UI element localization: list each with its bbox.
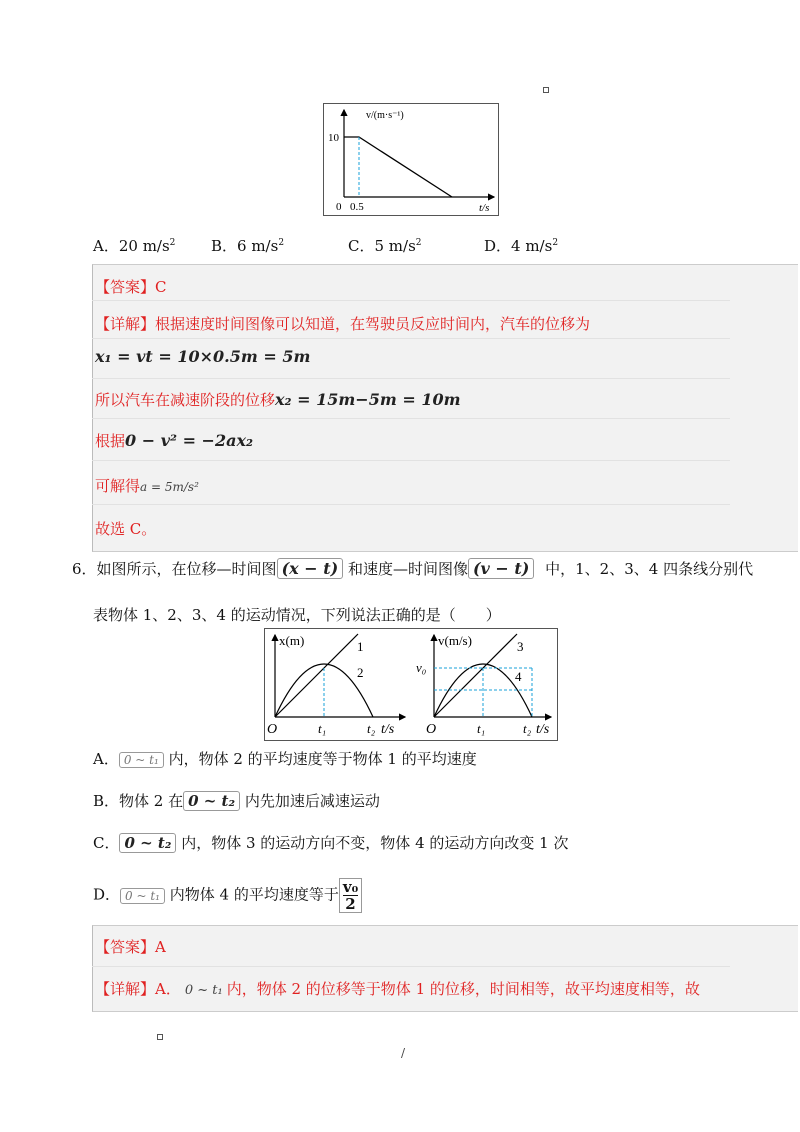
q5-line3 (95, 430, 253, 451)
figure-vt-graph (323, 103, 499, 216)
fraction-numerator: v₀ (342, 878, 359, 896)
right-t1: t₁ (477, 721, 486, 736)
q6-math-xt: (x − t) (277, 558, 344, 579)
q5-option-b: B．6 $m/s^2$ (211, 237, 285, 255)
left-line1-label: 1 (357, 639, 364, 654)
q5-line2 (95, 389, 461, 410)
q6-option-d-text: 内物体 4 的平均速度等于 (169, 885, 339, 904)
q5-detail: 【详解】根据速度时间图像可以知道，在驾驶员反应时间内，汽车的位移为 (95, 315, 591, 333)
q6-option-a-math: 0 ~ t₁ (119, 752, 164, 768)
q5-eq2: x₂ = 15m−5m = 10m (275, 390, 461, 409)
q5-line3-text: 根据 (95, 432, 126, 450)
divider (92, 300, 730, 301)
q6-option-c-math: 0 ~ t₂ (119, 833, 176, 853)
right-xlabel: t/s (536, 722, 550, 737)
divider (92, 504, 730, 505)
left-t2: t₂ (367, 721, 376, 736)
q6-option-b-text: 内先加速后减速运动 (244, 792, 380, 810)
left-line2-label: 2 (357, 665, 364, 680)
q6-option-d (93, 878, 362, 913)
right-ylabel: v(m/s) (438, 633, 472, 648)
q5-option-c: C．5 $m/s^2$ (348, 237, 422, 255)
q6-option-b (93, 790, 380, 811)
y-axis-label: v/(m·s⁻¹) (366, 110, 404, 121)
q6-option-b-label: B．物体 2 在 (93, 792, 184, 810)
divider (92, 966, 730, 967)
q5-line4-text: 可解得 (95, 477, 141, 495)
q6-option-d-label: D． (93, 885, 121, 904)
left-xlabel: t/s (381, 722, 395, 737)
q6-option-a-label: A． (93, 750, 119, 768)
fraction-denominator: 2 (345, 895, 356, 913)
q5-line4 (95, 475, 199, 496)
q6-detail-a: 【详解】A． (95, 980, 181, 998)
q6-option-c-label: C． (93, 834, 120, 852)
right-line4-label: 4 (515, 669, 522, 684)
q6-answer: 【答案】A (95, 938, 166, 956)
q6-stem-line1 (72, 558, 753, 579)
left-ylabel: x(m) (279, 633, 305, 648)
divider (92, 378, 730, 379)
q6-option-b-math: 0 ~ t₂ (183, 791, 240, 811)
divider (92, 338, 730, 339)
q6-detail (95, 978, 700, 999)
q5-answer: 【答案】C (95, 278, 167, 296)
origin-label: 0 (336, 201, 342, 213)
q5-eq1: x₁ = vt = 10×0.5m = 5m (95, 347, 311, 366)
divider (92, 418, 730, 419)
x-axis-label: t/s (479, 202, 490, 214)
q5-option-d: D．4 $m/s^2$ (484, 237, 559, 255)
q5-eq3: 0 − v² = −2ax₂ (125, 431, 253, 450)
q6-stem-line2: 表物体 1、2、3、4 的运动情况，下列说法正确的是（ ） (93, 606, 501, 624)
figure-xt-vt-graphs (264, 628, 558, 741)
q6-option-c-text: 内，物体 3 的运动方向不变，物体 4 的运动方向改变 1 次 (181, 834, 569, 852)
q6-stem-b: 和速度—时间图像 (347, 560, 468, 578)
left-t1: t₁ (318, 721, 327, 736)
q6-stem-a: 如图所示，在位移—时间图 (96, 560, 277, 578)
q6-option-c (93, 832, 568, 853)
q6-number: 6． (72, 560, 97, 578)
xtick-0.5: 0.5 (350, 201, 364, 213)
q5-option-a: A．20 $m/s^2$ (93, 237, 176, 255)
q6-detail-b: 内，物体 2 的位移等于物体 1 的位移，时间相等，故平均速度相等，故 (226, 980, 700, 998)
right-line3-label: 3 (517, 639, 524, 654)
divider (92, 460, 730, 461)
q6-option-d-math: 0 ~ t₁ (120, 888, 165, 904)
q5-line2-text: 所以汽车在减速阶段的位移 (95, 391, 276, 409)
right-origin: O (426, 722, 437, 737)
q5-eq4: a = 5m/s² (140, 480, 199, 494)
q6-math-vt: (v − t) (468, 558, 534, 579)
vt-graph-svg (324, 104, 498, 215)
left-origin: O (267, 722, 278, 737)
footer-slash: / (401, 1046, 406, 1060)
q6-detail-math: 0 ~ t₁ (184, 983, 223, 998)
q6-option-a-text: 内，物体 2 的平均速度等于物体 1 的平均速度 (168, 750, 477, 768)
right-v0: v₀ (416, 660, 427, 675)
q5-conclusion: 故选 C。 (95, 520, 157, 538)
xt-vt-graphs-svg (265, 629, 557, 740)
q6-option-d-fraction (339, 878, 362, 913)
corner-marker-bottom (157, 1034, 163, 1040)
right-t2: t₂ (523, 721, 532, 736)
corner-marker-top (543, 87, 549, 93)
q6-stem-c: 中，1、2、3、4 四条线分别代 (545, 560, 754, 578)
q6-option-a (93, 748, 477, 769)
velocity-line (344, 137, 452, 197)
ytick-10: 10 (328, 132, 339, 144)
